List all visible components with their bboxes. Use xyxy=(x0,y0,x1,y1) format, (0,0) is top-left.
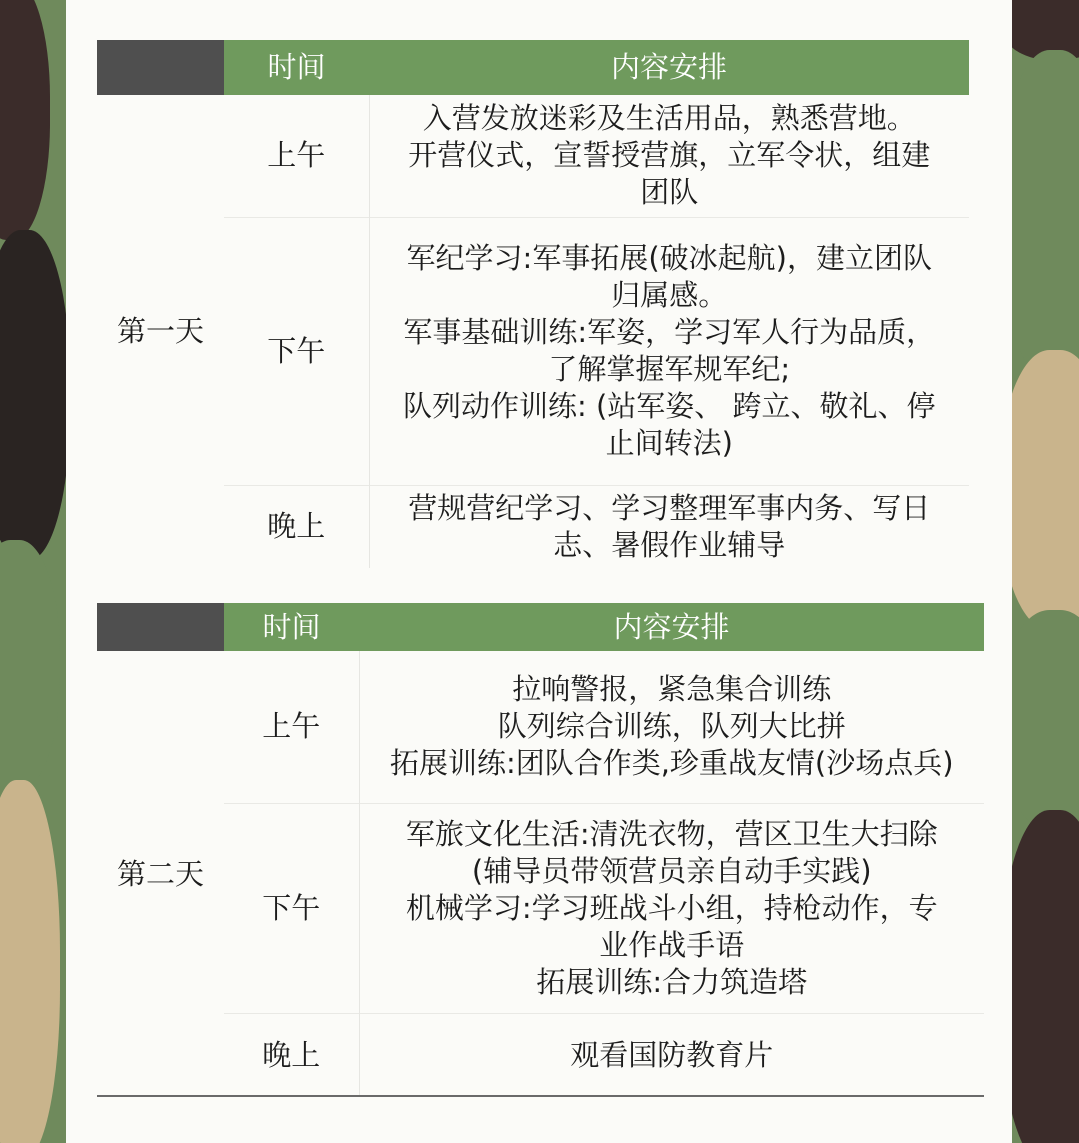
time-cell: 晚上 xyxy=(224,1013,359,1097)
content-line: 止间转法) xyxy=(605,426,733,460)
content-line: 拉响警报，紧急集合训练 xyxy=(512,672,832,707)
time-cell: 上午 xyxy=(224,651,359,803)
day-label: 第一天 xyxy=(97,95,224,568)
header-corner xyxy=(97,603,224,651)
table-row xyxy=(97,95,969,217)
content-line: 志、暑假作业辅导 xyxy=(553,527,786,562)
content-line: 拓展训练:团队合作类,珍重战友情(沙场点兵) xyxy=(389,746,954,781)
content-line: 拓展训练:合力筑造塔 xyxy=(536,964,808,999)
content-cell xyxy=(359,651,984,803)
content-line: 军事基础训练:军姿，学习军人行为品质， xyxy=(403,315,936,349)
camo-patch xyxy=(0,540,60,790)
time-cell: 下午 xyxy=(224,803,359,1013)
day-label: 第二天 xyxy=(97,651,224,1097)
content-line: 入营发放迷彩及生活用品，熟悉营地。 xyxy=(422,101,916,136)
content-line: 军纪学习:军事拓展(破冰起航)，建立团队 xyxy=(406,241,932,275)
header-content: 内容安排 xyxy=(359,603,984,651)
content-line: 机械学习:学习班战斗小组，持枪动作，专 xyxy=(405,890,938,925)
schedule-table-day1 xyxy=(97,40,969,568)
content-line: 观看国防教育片 xyxy=(570,1037,774,1072)
camo-patch xyxy=(0,230,70,560)
content-line: 开营仪式，宣誓授营旗，立军令状，组建 xyxy=(408,138,931,173)
camo-patch xyxy=(0,780,60,1143)
content-cell xyxy=(369,217,969,485)
time-cell: 晚上 xyxy=(224,485,369,568)
table-header-row xyxy=(97,603,984,651)
content-cell xyxy=(369,95,969,217)
table-row xyxy=(97,1013,984,1097)
content-line: (辅导员带领营员亲自动手实践) xyxy=(471,853,872,888)
bottom-divider xyxy=(97,1095,984,1097)
header-time: 时间 xyxy=(224,40,369,95)
content-cell xyxy=(359,803,984,1013)
table-row xyxy=(97,803,984,1013)
content-cell xyxy=(369,485,969,568)
content-line: 团队 xyxy=(640,175,699,210)
header-time: 时间 xyxy=(224,603,359,651)
content-line: 队列动作训练: (站军姿、 跨立、敬礼、停 xyxy=(402,389,936,423)
table-row xyxy=(97,651,984,803)
content-line: 业作战手语 xyxy=(599,927,745,962)
time-cell: 上午 xyxy=(224,95,369,217)
table-header-row xyxy=(97,40,969,95)
content-line: 军旅文化生活:清洗衣物，营区卫生大扫除 xyxy=(405,816,938,851)
content-line: 队列综合训练，队列大比拼 xyxy=(497,709,846,744)
content-line: 归属感。 xyxy=(611,278,728,312)
table-row xyxy=(97,217,969,485)
header-corner xyxy=(97,40,224,95)
schedule-table-day2 xyxy=(97,603,984,1097)
camo-patch xyxy=(0,0,50,240)
content-cell xyxy=(359,1013,984,1097)
content-line: 营规营纪学习、学习整理军事内务、写日 xyxy=(408,490,931,525)
time-cell: 下午 xyxy=(224,217,369,485)
content-line: 了解掌握军规军纪; xyxy=(548,352,791,386)
table-row xyxy=(97,485,969,568)
header-content: 内容安排 xyxy=(369,40,969,95)
